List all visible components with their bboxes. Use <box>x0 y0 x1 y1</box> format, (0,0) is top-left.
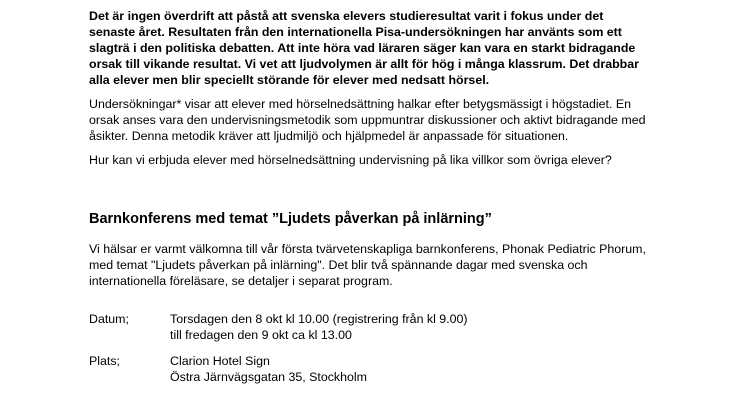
question-paragraph <box>89 152 669 168</box>
welcome-line: internationella föreläsare, se detaljer i separat program. <box>89 274 393 288</box>
conference-heading: Barnkonferens med temat ”Ljudets påverkan på inlärning” <box>89 211 492 227</box>
place-label: Plats; <box>89 354 120 368</box>
surveys-paragraph <box>89 96 669 144</box>
welcome-line: Vi hälsar er varmt välkomna till vår första tvärvetenskapliga barnkonferens, Phonak Pediatric Phorum, <box>89 242 646 256</box>
surveys-line: åsikter. Denna metodik kräver att ljudmiljö och hjälpmedel är anpassade för situationen. <box>89 129 569 143</box>
welcome-paragraph <box>89 241 669 289</box>
intro-line: Det är ingen överdrift att påstå att svenska elevers studieresultat varit i fokus under det <box>89 9 604 23</box>
place-line: Östra Järnvägsgatan 35, Stockholm <box>170 370 367 384</box>
place-value <box>170 353 367 385</box>
date-value <box>170 311 468 343</box>
surveys-line: Undersökningar* visar att elever med hörselnedsättning halkar efter betygsmässigt i högstadiet. En <box>89 97 632 111</box>
intro-line: orsak till vikande resultat. Vi vet att ljudvolymen är allt för hög i många klassrum. Det drabbar <box>89 57 639 71</box>
welcome-line: med temat "Ljudets påverkan på inlärning". Det blir två spännande dagar med svenska och <box>89 258 588 272</box>
intro-line: senaste året. Resultaten från den internationella Pisa-undersökningen har använts som ett <box>89 25 622 39</box>
intro-line: slagträ i den politiska debatten. Att inte höra vad läraren säger kan vara en starkt bidragande <box>89 41 636 55</box>
surveys-line: orsak anses vara den undervisningsmetodik som uppmuntrar diskussioner och aktivt bidragande med <box>89 113 646 127</box>
date-line: Torsdagen den 8 okt kl 10.00 (registrering från kl 9.00) <box>170 312 468 326</box>
place-line: Clarion Hotel Sign <box>170 354 270 368</box>
intro-paragraph <box>89 8 669 88</box>
date-label: Datum; <box>89 312 129 326</box>
intro-line: alla elever men blir speciellt störande för elever med nedsatt hörsel. <box>89 73 490 87</box>
date-line: till fredagen den 9 okt ca kl 13.00 <box>170 328 352 342</box>
question-line: Hur kan vi erbjuda elever med hörselnedsättning undervisning på lika villkor som övriga elever? <box>89 153 612 167</box>
